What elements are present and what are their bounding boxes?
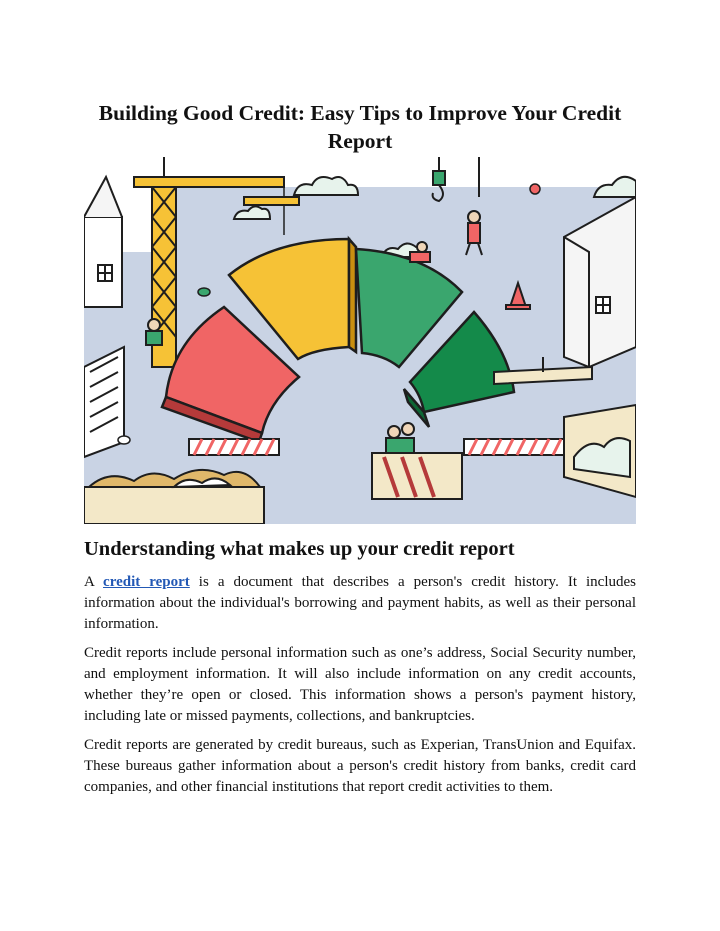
barrier-icon bbox=[189, 439, 279, 455]
page-title: Building Good Credit: Easy Tips to Improve Your Credit Report bbox=[98, 101, 622, 153]
paragraph-credit-report-definition bbox=[84, 572, 636, 635]
rock-icon bbox=[198, 288, 210, 296]
rock-icon bbox=[118, 436, 130, 444]
paragraph-suffix: is a document that describes a person's credit history. It includes information about the individual's borrowing and payment habits, as well as their personal information. bbox=[84, 574, 636, 632]
paragraph-credit-report-contents: Credit reports include personal information such as one’s address, Social Security number, and employment information. It will also include information on any credit accounts, whether they’re open or closed. This information shows a person's payment history, including late or missed payments, collections, and bankruptcies. bbox=[84, 645, 636, 724]
credit-report-link[interactable]: credit report bbox=[103, 574, 190, 590]
section-heading: Understanding what makes up your credit report bbox=[84, 538, 515, 560]
dirt-container-icon bbox=[84, 470, 264, 524]
balloon-icon bbox=[530, 184, 540, 194]
paragraph-prefix: A bbox=[84, 574, 104, 590]
worker-icon bbox=[146, 319, 162, 345]
paragraph-credit-bureaus: Credit reports are generated by credit bureaus, such as Experian, TransUnion and Equifax. These bureaus gather information about a person's credit history from banks, credit card companies, and other financial institutions that report credit activities to them. bbox=[84, 737, 636, 795]
credit-gauge-illustration bbox=[84, 157, 636, 524]
